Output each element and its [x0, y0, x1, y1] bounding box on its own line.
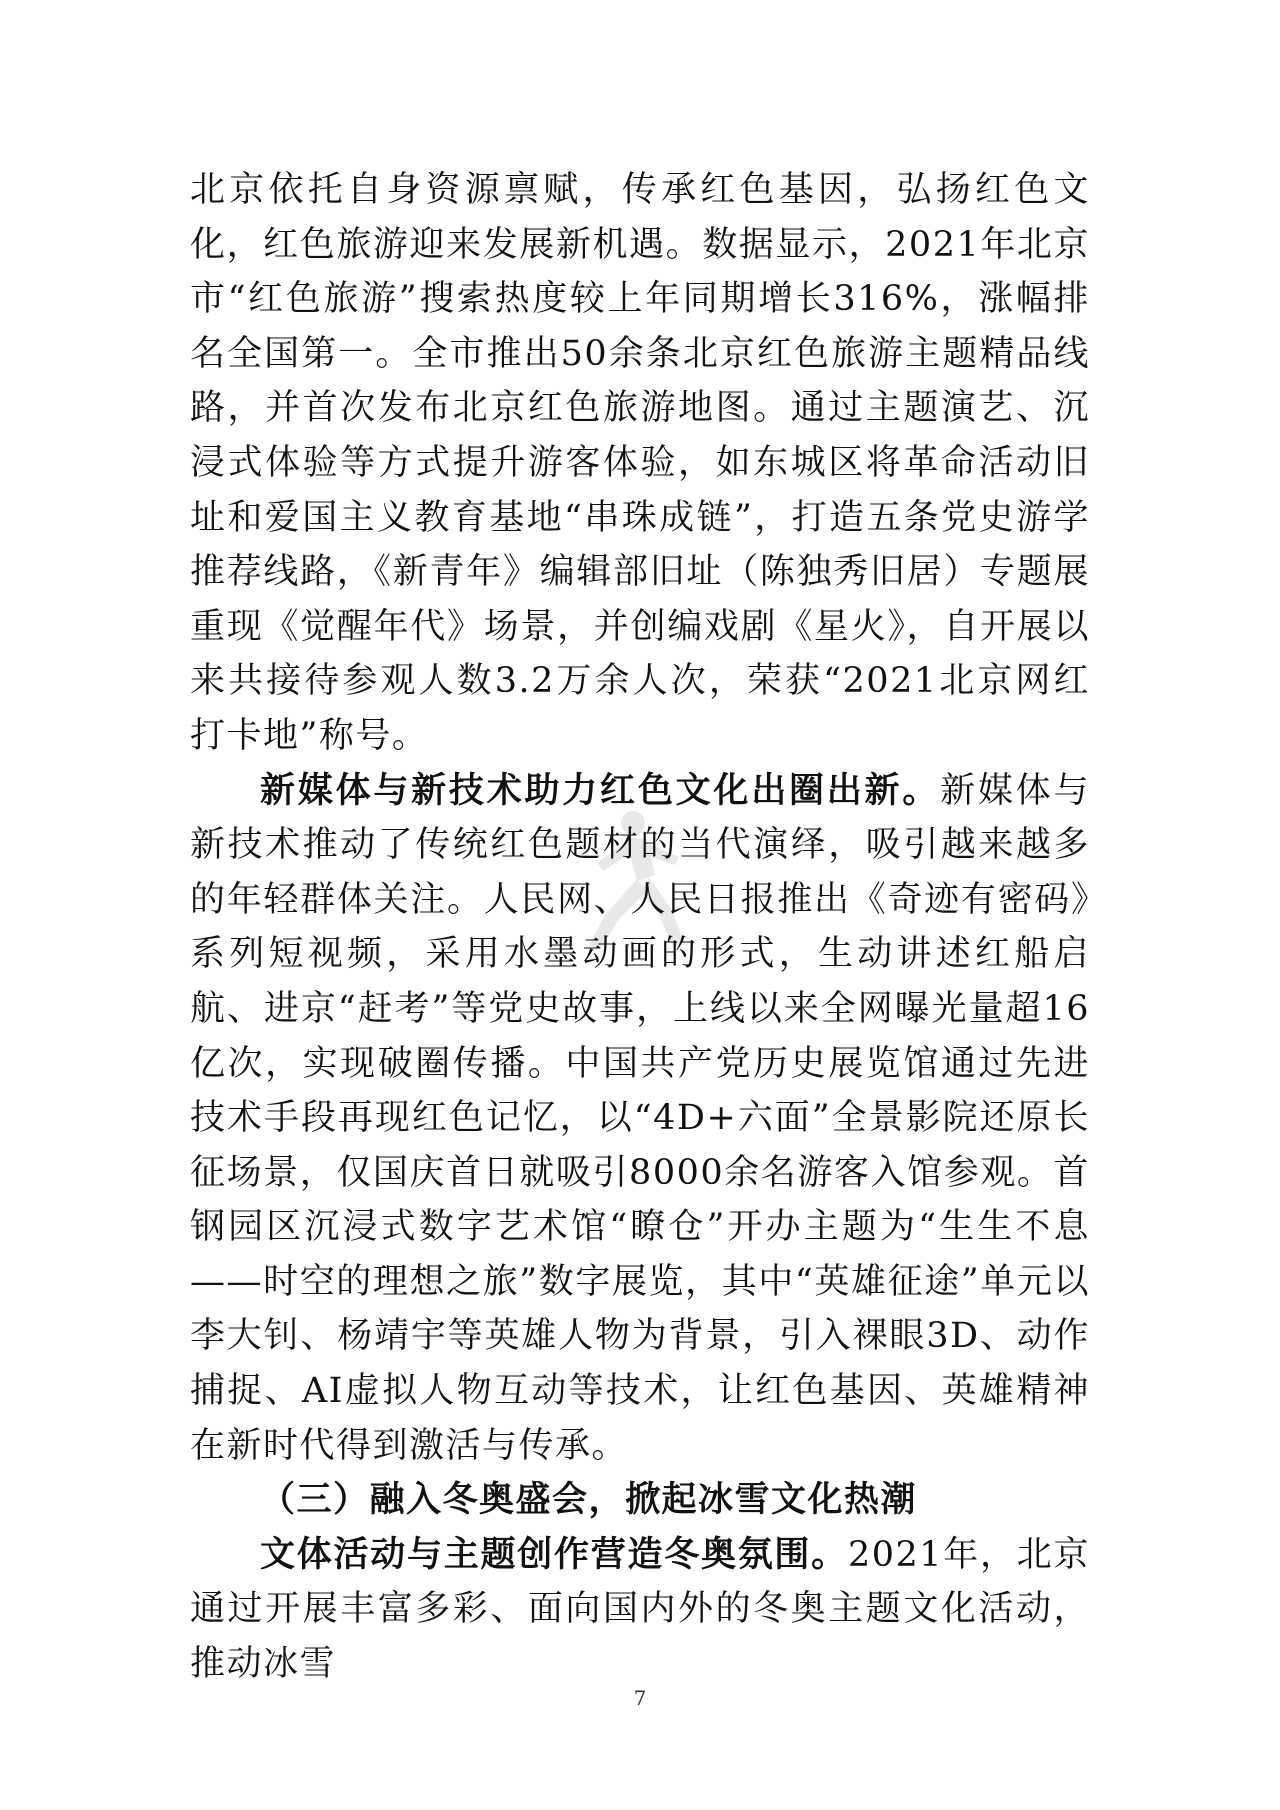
paragraph-lead: 文体活动与主题创作营造冬奥氛围。	[260, 1533, 848, 1575]
paragraph-text: 北京依托自身资源禀赋，传承红色基因，弘扬红色文化，红色旅游迎来发展新机遇。数据显示，2021年北京市“红色旅游”搜索热度较上年同期增长316%，涨幅排名全国第一。全市推出50余条北京红色旅游主题精品线路，并首次发布北京红色旅游地图。通过主题演艺、沉浸式体验等方式提升游客体验，如东城区将革命活动旧址和爱国主义教育基地“串珠成链”，打造五条党史游学推荐线路，《新青年》编辑部旧址（陈独秀旧居）专题展重现《觉醒年代》场景，并创编戏剧《星火》，自开展以来共接待参观人数3.2万余人次，荣获“2021北京网红打卡地”称号。	[190, 170, 1090, 756]
paragraph-red-tourism	[190, 163, 1090, 764]
paragraph-lead: 新媒体与新技术助力红色文化出圈出新。	[260, 769, 941, 811]
paragraph-new-media	[190, 764, 1090, 1474]
body-text	[190, 163, 1090, 1692]
paragraph-text: 新媒体与新技术推动了传统红色题材的当代演绎，吸引越来越多的年轻群体关注。人民网、人民日报推出《奇迹有密码》系列短视频，采用水墨动画的形式，生动讲述红船启航、进京“赶考”等党史故事，上线以来全网曝光量超16亿次，实现破圈传播。中国共产党历史展览馆通过先进技术手段再现红色记忆，以“4D+六面”全景影院还原长征场景，仅国庆首日就吸引8000余名游客入馆参观。首钢园区沉浸式数字艺术馆“瞭仓”开办主题为“生生不息——时空的理想之旅”数字展览，其中“英雄征途”单元以李大钊、杨靖宇等英雄人物为背景，引入裸眼3D、动作捕捉、AI虚拟人物互动等技术，让红色基因、英雄精神在新时代得到激活与传承。	[190, 770, 1090, 1466]
paragraph-winter-olympics	[190, 1528, 1090, 1692]
paragraph-text: 2021年，北京通过开展丰富多彩、面向国内外的冬奥主题文化活动，推动冰雪	[190, 1534, 1090, 1685]
section-heading: （三）融入冬奥盛会，掀起冰雪文化热潮	[260, 1479, 918, 1521]
page-number: 7	[633, 1686, 647, 1710]
